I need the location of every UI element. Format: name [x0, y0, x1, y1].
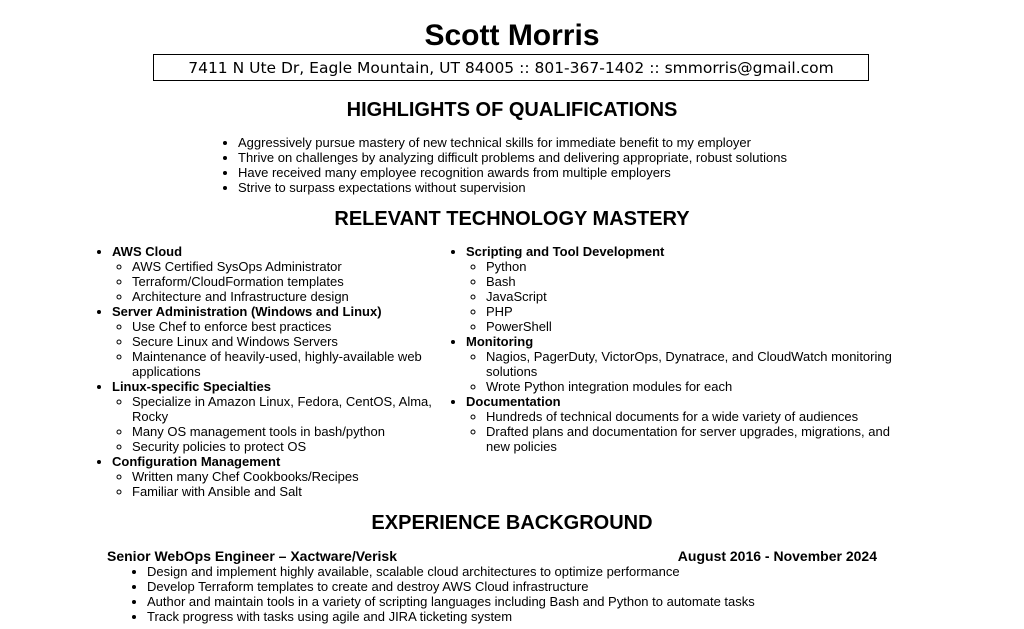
list-item: • Author and maintain tools in a variety of scripting languages including Bash and Python to automate tasks [147, 594, 907, 609]
skill-item: ◦ Many OS management tools in bash/python [132, 424, 442, 439]
skill-item: ◦ Security policies to protect OS [132, 439, 442, 454]
experience-heading: EXPERIENCE BACKGROUND [371, 512, 653, 534]
list-item: • Thrive on challenges by analyzing difficult problems and delivering appropriate, robust solutions [238, 150, 838, 165]
job-title: Senior WebOps Engineer – Xactware/Verisk [107, 548, 397, 564]
skill-item: ◦ Architecture and Infrastructure design [132, 289, 442, 304]
skill-group [112, 244, 442, 304]
skill-group-heading: Server Administration (Windows and Linux) [112, 304, 382, 319]
list-item: • Aggressively pursue mastery of new technical skills for immediate benefit to my employer [238, 135, 838, 150]
skill-group-heading: Linux-specific Specialties [112, 379, 271, 394]
skill-group [466, 244, 896, 334]
list-item: • Track progress with tasks using agile and JIRA ticketing system [147, 609, 907, 624]
skill-item: ◦ Nagios, PagerDuty, VictorOps, Dynatrace, and CloudWatch monitoring solutions [486, 349, 896, 379]
skill-group-heading: AWS Cloud [112, 244, 183, 259]
list-item: • Design and implement highly available, scalable cloud architectures to optimize performance [147, 564, 907, 579]
skill-group [112, 379, 442, 454]
job-duties-list [147, 564, 907, 624]
highlights-list [238, 135, 838, 195]
list-item: • Strive to surpass expectations without supervision [238, 180, 838, 195]
skill-group [466, 334, 896, 394]
skill-item: ◦ Use Chef to enforce best practices [132, 319, 442, 334]
resume-name: Scott Morris [424, 19, 600, 52]
skill-item: ◦ JavaScript [486, 289, 896, 304]
skill-item: ◦ Specialize in Amazon Linux, Fedora, CentOS, Alma, Rocky [132, 394, 442, 424]
list-item: • Develop Terraform templates to create and destroy AWS Cloud infrastructure [147, 579, 907, 594]
job-dates: August 2016 - November 2024 [677, 548, 877, 564]
mastery-heading: RELEVANT TECHNOLOGY MASTERY [334, 208, 690, 230]
skill-item: ◦ Python [486, 259, 896, 274]
skill-item: ◦ PHP [486, 304, 896, 319]
list-item: • Have received many employee recognition awards from multiple employers [238, 165, 838, 180]
skill-item: ◦ Drafted plans and documentation for server upgrades, migrations, and new policies [486, 424, 896, 454]
skill-group-heading: Documentation [466, 394, 561, 409]
highlights-heading: HIGHLIGHTS OF QUALIFICATIONS [346, 99, 678, 121]
skill-item: ◦ Written many Chef Cookbooks/Recipes [132, 469, 442, 484]
skill-group [112, 304, 442, 379]
skill-item: ◦ Maintenance of heavily-used, highly-available web applications [132, 349, 442, 379]
skill-item: ◦ Hundreds of technical documents for a wide variety of audiences [486, 409, 896, 424]
skill-item: ◦ Bash [486, 274, 896, 289]
skill-group-heading: Monitoring [466, 334, 534, 349]
skill-group-heading: Configuration Management [112, 454, 281, 469]
skill-group [466, 394, 896, 454]
skill-item: ◦ Wrote Python integration modules for each [486, 379, 896, 394]
skill-group-heading: Scripting and Tool Development [466, 244, 665, 259]
mastery-left-column [112, 244, 442, 499]
skill-item: ◦ AWS Certified SysOps Administrator [132, 259, 442, 274]
skill-item: ◦ Terraform/CloudFormation templates [132, 274, 442, 289]
skill-group [112, 454, 442, 499]
mastery-right-column [466, 244, 896, 454]
skill-item: ◦ Secure Linux and Windows Servers [132, 334, 442, 349]
skill-item: ◦ PowerShell [486, 319, 896, 334]
skill-item: ◦ Familiar with Ansible and Salt [132, 484, 442, 499]
contact-info: 7411 N Ute Dr, Eagle Mountain, UT 84005 :: 801-367-1402 :: smmorris@gmail.com [153, 54, 869, 81]
